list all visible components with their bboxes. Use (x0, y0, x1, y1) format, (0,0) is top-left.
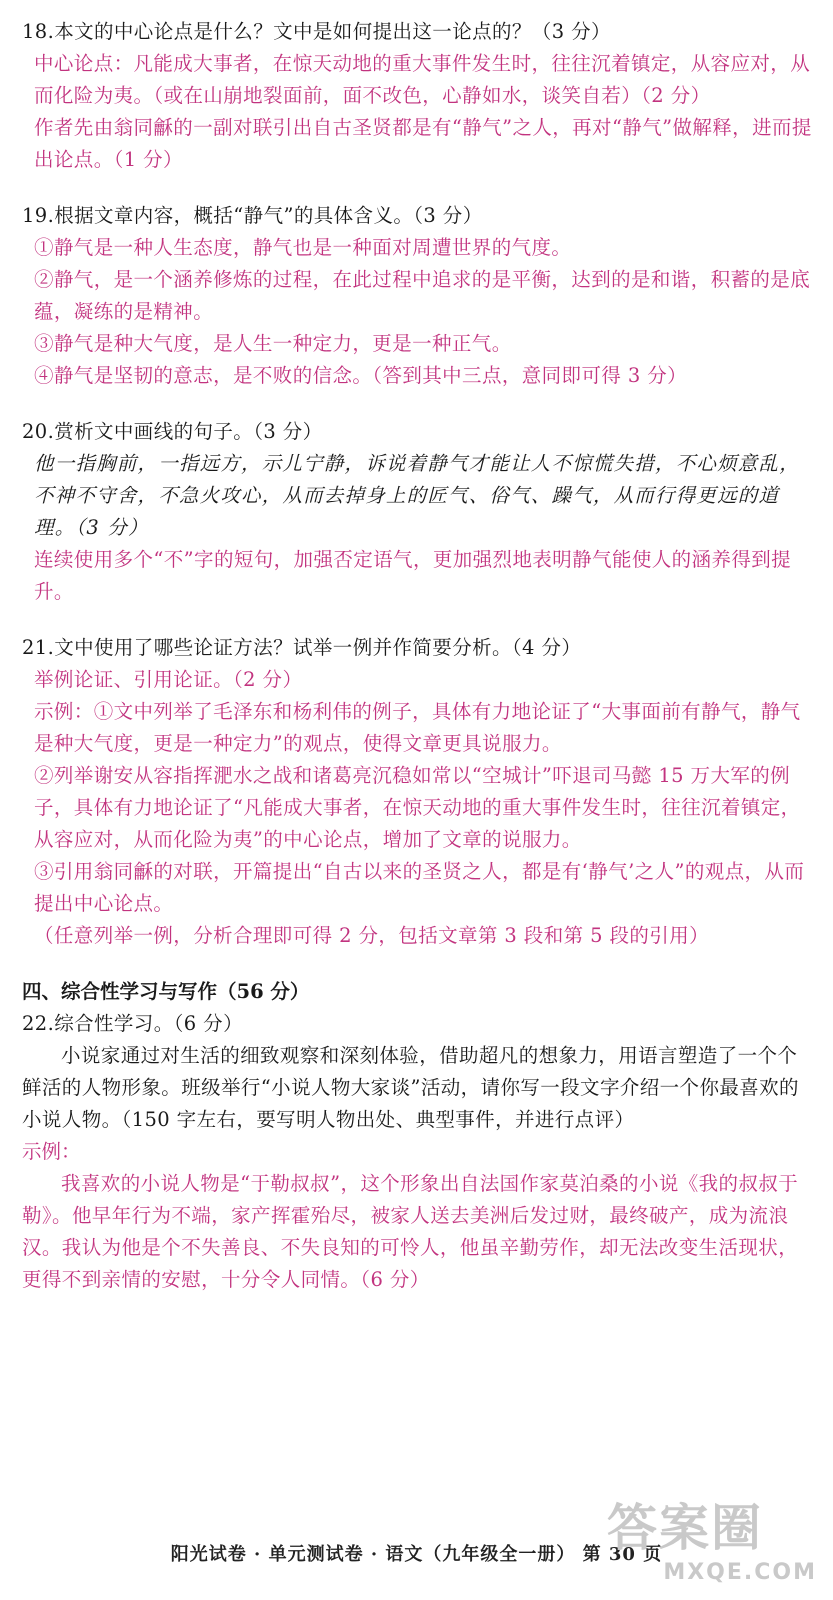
q21-answer (22, 664, 817, 952)
q22-sample-label: 示例： (22, 1140, 81, 1163)
answer-page (22, 16, 817, 1296)
q18-title: 18.本文的中心论点是什么？文中是如何提出这一论点的？（3 分） (22, 20, 611, 43)
watermark-en: MXQE.COM (663, 1560, 817, 1585)
q19-title: 19.根据文章内容，概括“静气”的具体含义。（3 分） (22, 204, 483, 227)
watermark-cn: 答案圈 (607, 1499, 763, 1557)
q19-point-2: ②静气，是一个涵养修炼的过程，在此过程中追求的是平衡，达到的是和谐，积蓄的是底蕴，凝练的是精神。 (34, 268, 811, 323)
q22-sample-text: 我喜欢的小说人物是“于勒叔叔”，这个形象出自法国作家莫泊桑的小说《我的叔叔于勒》。他早年行为不端，家产挥霍殆尽，被家人送去美洲后发过财，最终破产，成为流浪汉。我认为他是个不失善良、不失良知的可怜人，他虽辛勤劳作，却无法改变生活现状，更得不到亲情的安慰，十分令人同情。（6 分） (22, 1172, 799, 1291)
q21-scoring-note: （任意列举一例，分析合理即可得 2 分，包括文章第 3 段和第 5 段的引用） (34, 924, 710, 947)
q21-answer-example-2: ②列举谢安从容指挥淝水之战和诸葛亮沉稳如常以“空城计”吓退司马懿 15 万大军的例子，具体有力地论证了“凡能成大事者，在惊天动地的重大事件发生时，往往沉着镇定，从容应对，从而化险为夷”的中心论点，增加了文章的说服力。 (34, 764, 801, 851)
q21-title: 21.文中使用了哪些论证方法？试举一例并作简要分析。（4 分） (22, 636, 582, 659)
q18-answer (22, 48, 817, 176)
q22-title: 22.综合性学习。（6 分） (22, 1012, 243, 1035)
question-21 (22, 632, 817, 952)
q20-quoted-sentence: 他一指胸前，一指远方，示儿宁静，诉说着静气才能让人不惊慌失措，不心烦意乱，不神不守舍，不急火攻心，从而去掉身上的匠气、俗气、躁气，从而行得更远的道理。（3 分） (34, 452, 800, 539)
q20-title: 20.赏析文中画线的句子。（3 分） (22, 420, 323, 443)
q21-answer-example-1: 示例：①文中列举了毛泽东和杨利伟的例子，具体有力地论证了“大事面前有静气，静气是种大气度，更是一种定力”的观点，使得文章更具说服力。 (34, 700, 801, 755)
q22-prompt: 小说家通过对生活的细致观察和深刻体验，借助超凡的想象力，用语言塑造了一个个鲜活的人物形象。班级举行“小说人物大家谈”活动，请你写一段文字介绍一个你最喜欢的小说人物。（150 字左右，要写明人物出处、典型事件，并进行点评） (22, 1044, 799, 1131)
q19-point-4: ④静气是坚韧的意志，是不败的信念。（答到其中三点，意同即可得 3 分） (34, 364, 688, 387)
q20-answer: 连续使用多个“不”字的短句，加强否定语气，更加强烈地表明静气能使人的涵养得到提升。 (34, 548, 792, 603)
q19-answer (22, 232, 817, 392)
q19-point-3: ③静气是种大气度，是人生一种定力，更是一种正气。 (34, 332, 512, 355)
q19-point-1: ①静气是一种人生态度，静气也是一种面对周遭世界的气度。 (34, 236, 572, 259)
question-20 (22, 416, 817, 608)
page-footer: 阳光试卷 · 单元测试卷 · 语文（九年级全一册） 第 30 页 (170, 1544, 663, 1565)
q18-answer-1: 中心论点：凡能成大事者，在惊天动地的重大事件发生时，往往沉着镇定，从容应对，从而化险为夷。（或在山崩地裂面前，面不改色，心静如水，谈笑自若）（2 分） (34, 52, 811, 107)
q21-answer-methods: 举例论证、引用论证。（2 分） (34, 668, 303, 691)
q18-answer-2: 作者先由翁同龢的一副对联引出自古圣贤都是有“静气”之人，再对“静气”做解释，进而提出论点。（1 分） (34, 116, 812, 171)
section-4-title: 四、综合性学习与写作（56 分） (22, 980, 310, 1003)
section-4 (22, 976, 817, 1296)
q21-answer-example-3: ③引用翁同龢的对联，开篇提出“自古以来的圣贤之人，都是有‘静气’之人”的观点，从而提出中心论点。 (34, 860, 805, 915)
question-18 (22, 16, 817, 176)
watermark-logo (607, 1500, 817, 1592)
question-19 (22, 200, 817, 392)
